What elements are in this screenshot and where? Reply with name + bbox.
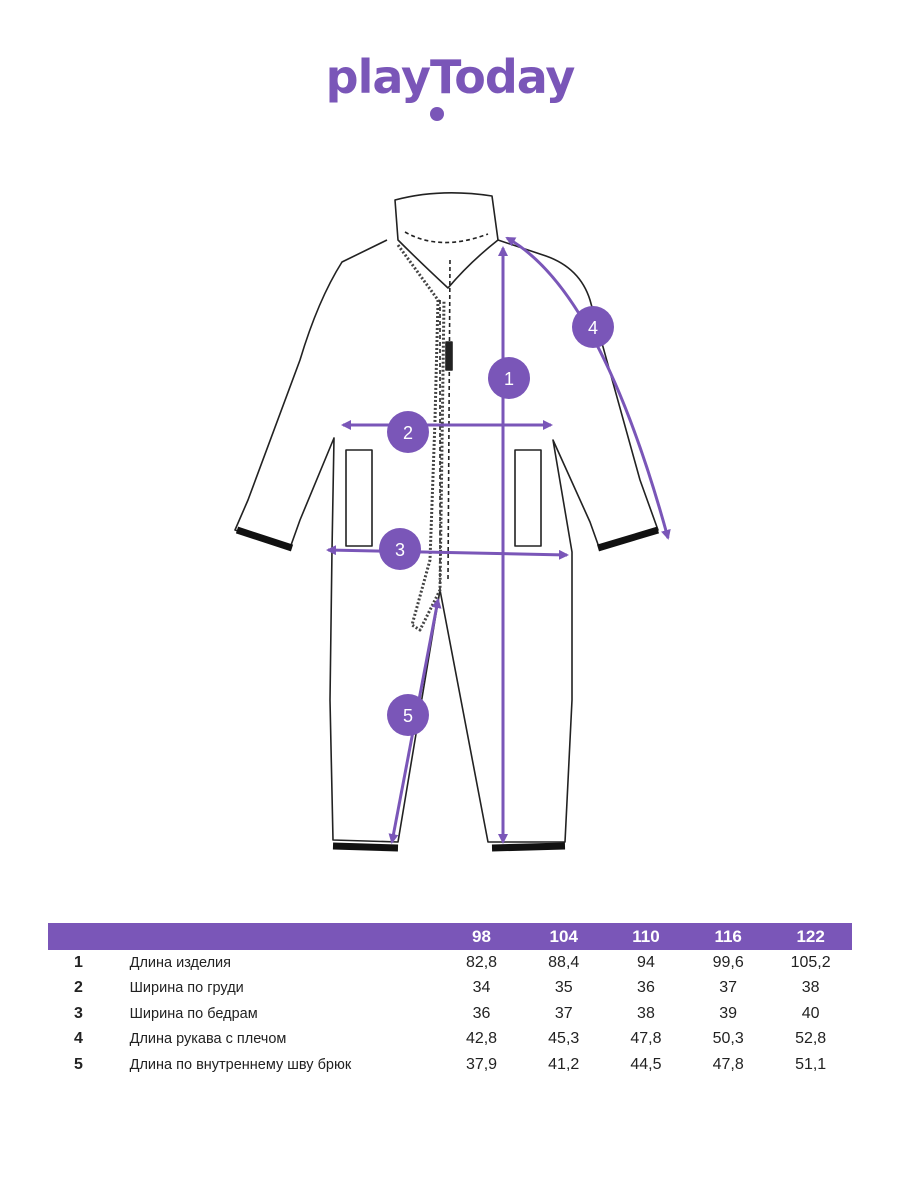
size-header: 110 [605, 923, 687, 950]
row-number: 3 [74, 1004, 83, 1022]
table-cell: 94 [637, 953, 655, 971]
hem-right [492, 846, 565, 848]
table-cell: 35 [554, 979, 573, 997]
hem-left [333, 846, 398, 848]
size-header: 98 [440, 923, 522, 950]
brand-logo: playToday [325, 50, 575, 104]
row-number: 1 [74, 953, 83, 971]
marker-label-4: 4 [587, 318, 599, 338]
table-cell: 82,8 [465, 953, 498, 971]
table-cell: 88,4 [548, 953, 580, 971]
table-cell: 34 [472, 979, 491, 997]
size-header: 104 [523, 923, 605, 950]
marker-label-3: 3 [394, 540, 406, 560]
row-number: 2 [74, 979, 83, 997]
cuff-left [237, 530, 292, 548]
marker-badge-4 [572, 306, 614, 348]
table-cell: 36 [637, 979, 655, 997]
row-label: Длина изделия [129, 954, 232, 971]
size-header-row [48, 923, 852, 950]
table-cell: 47,8 [712, 1055, 744, 1073]
table-cell: 38 [637, 1004, 655, 1022]
table-cell: 44,5 [630, 1055, 662, 1073]
marker-label-5: 5 [402, 706, 414, 726]
pocket-right [515, 450, 541, 546]
marker-badge-3 [379, 528, 421, 570]
collar [395, 193, 498, 288]
row-number: 4 [74, 1030, 83, 1048]
table-cell: 42,8 [465, 1030, 498, 1048]
marker-label-1: 1 [503, 369, 515, 389]
table-row [48, 976, 852, 1002]
row-number: 5 [74, 1055, 83, 1073]
header-blank-num [48, 923, 130, 950]
header-blank-name [130, 923, 441, 950]
row-label: Длина рукава с плечом [129, 1031, 287, 1048]
table-row [48, 1001, 852, 1027]
table-row [48, 950, 852, 976]
table-cell: 41,2 [548, 1055, 580, 1073]
size-table [48, 923, 852, 1078]
cuff-right [598, 530, 658, 548]
table-cell: 105,2 [790, 953, 831, 971]
marker-label-2: 2 [402, 423, 414, 443]
table-cell: 36 [472, 1004, 491, 1022]
table-cell: 38 [801, 979, 820, 997]
table-cell: 37,9 [465, 1055, 498, 1073]
row-label: Длина по внутреннему шву брюк [129, 1056, 352, 1073]
table-cell: 99,6 [712, 953, 744, 971]
table-cell: 40 [801, 1004, 820, 1022]
table-cell: 47,8 [630, 1030, 662, 1048]
table-cell: 37 [719, 979, 738, 997]
marker-badge-2 [387, 411, 429, 453]
marker-badges [379, 306, 614, 736]
marker-badge-5 [387, 694, 429, 736]
table-cell: 51,1 [795, 1055, 827, 1073]
row-label: Ширина по груди [129, 980, 244, 997]
table-row [48, 1052, 852, 1078]
table-cell: 50,3 [712, 1030, 744, 1048]
table-cell: 39 [719, 1004, 738, 1022]
pocket-left [346, 450, 372, 546]
table-cell: 45,3 [548, 1030, 580, 1048]
size-header: 122 [769, 923, 852, 950]
size-header: 116 [687, 923, 769, 950]
table-row [48, 1027, 852, 1053]
row-label: Ширина по бедрам [129, 1005, 258, 1022]
garment-outline [235, 193, 658, 848]
table-cell: 37 [554, 1004, 573, 1022]
marker-badge-1 [488, 357, 530, 399]
table-cell: 52,8 [795, 1030, 827, 1048]
